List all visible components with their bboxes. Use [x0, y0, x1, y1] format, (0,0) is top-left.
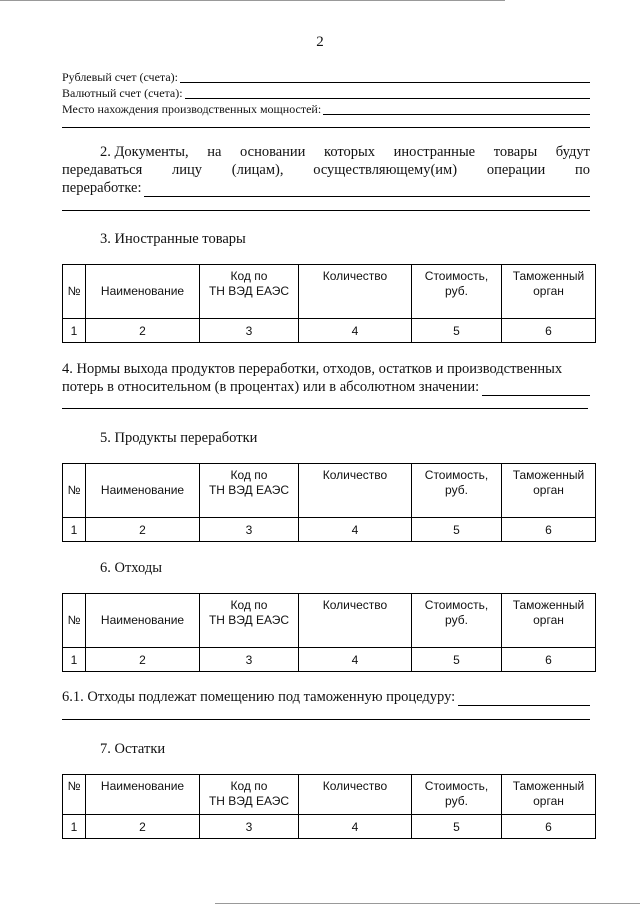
section3-title: 3. Иностранные товары [100, 231, 246, 247]
th-name: Наименование [86, 594, 200, 648]
section7-title: 7. Остатки [100, 741, 166, 757]
section2-line2: передаваться лицу (лицам), осуществляющему(им) операции по [62, 162, 590, 178]
norms-blank[interactable] [482, 381, 590, 396]
table-number-row: 1 2 3 4 5 6 [63, 815, 596, 839]
th-cost: Стоимость, руб. [412, 594, 502, 648]
th-quantity: Количество [299, 594, 412, 648]
rub-account-field[interactable] [62, 69, 590, 83]
th-code: Код по ТН ВЭД ЕАЭС [200, 464, 299, 518]
th-num: № [63, 265, 86, 319]
th-name: Наименование [86, 464, 200, 518]
th-quantity: Количество [299, 775, 412, 815]
th-quantity: Количество [299, 464, 412, 518]
production-location-blank-line2[interactable] [62, 127, 590, 128]
table-number-row: 1 2 3 4 5 6 [63, 648, 596, 672]
th-customs: Таможенный орган [502, 265, 596, 319]
bottom-scan-edge [215, 903, 640, 904]
fx-account-label: Валютный счет (счета): [62, 86, 183, 100]
section2-line3[interactable]: переработке: [62, 179, 590, 197]
fx-account-field[interactable] [62, 85, 590, 99]
th-cost: Стоимость, руб. [412, 464, 502, 518]
section5-title: 5. Продукты переработки [100, 430, 258, 446]
th-quantity: Количество [299, 265, 412, 319]
section6-title: 6. Отходы [100, 560, 162, 576]
th-cost: Стоимость, руб. [412, 775, 502, 815]
production-location-blank[interactable] [323, 103, 590, 115]
top-scan-edge [0, 0, 505, 1]
waste-procedure-blank[interactable] [458, 691, 590, 706]
rub-account-blank[interactable] [180, 71, 590, 83]
table-number-row: 1 2 3 4 5 6 [63, 319, 596, 343]
documents-blank-line2[interactable] [62, 210, 590, 211]
production-location-field[interactable] [62, 101, 590, 115]
th-customs: Таможенный орган [502, 775, 596, 815]
production-location-label: Место нахождения производственных мощностей: [62, 102, 322, 116]
th-code: Код по ТН ВЭД ЕАЭС [200, 594, 299, 648]
section4-line2[interactable]: потерь в относительном (в процентах) или в абсолютном значении: [62, 378, 590, 396]
waste-table [62, 593, 596, 672]
th-name: Наименование [86, 265, 200, 319]
th-name: Наименование [86, 775, 200, 815]
th-num: № [63, 594, 86, 648]
th-customs: Таможенный орган [502, 594, 596, 648]
th-code: Код по ТН ВЭД ЕАЭС [200, 265, 299, 319]
page-number: 2 [316, 34, 324, 50]
section2-line1: 2. Документы, на основании которых иностранные товары будут [100, 144, 590, 160]
waste-procedure-blank-line2[interactable] [62, 719, 590, 720]
th-code: Код по ТН ВЭД ЕАЭС [200, 775, 299, 815]
th-num: № [63, 464, 86, 518]
residues-table [62, 774, 596, 839]
norms-blank-line2[interactable] [62, 408, 588, 409]
foreign-goods-table [62, 264, 596, 343]
products-table [62, 463, 596, 542]
section4-line1: 4. Нормы выхода продуктов переработки, отходов, остатков и производственных [62, 361, 563, 377]
rub-account-label: Рублевый счет (счета): [62, 70, 178, 84]
documents-blank[interactable] [144, 182, 591, 197]
th-customs: Таможенный орган [502, 464, 596, 518]
th-num: № [63, 775, 86, 815]
th-cost: Стоимость, руб. [412, 265, 502, 319]
fx-account-blank[interactable] [185, 87, 590, 99]
section61-line[interactable]: 6.1. Отходы подлежат помещению под таможенную процедуру: [62, 688, 590, 706]
table-number-row: 1 2 3 4 5 6 [63, 518, 596, 542]
